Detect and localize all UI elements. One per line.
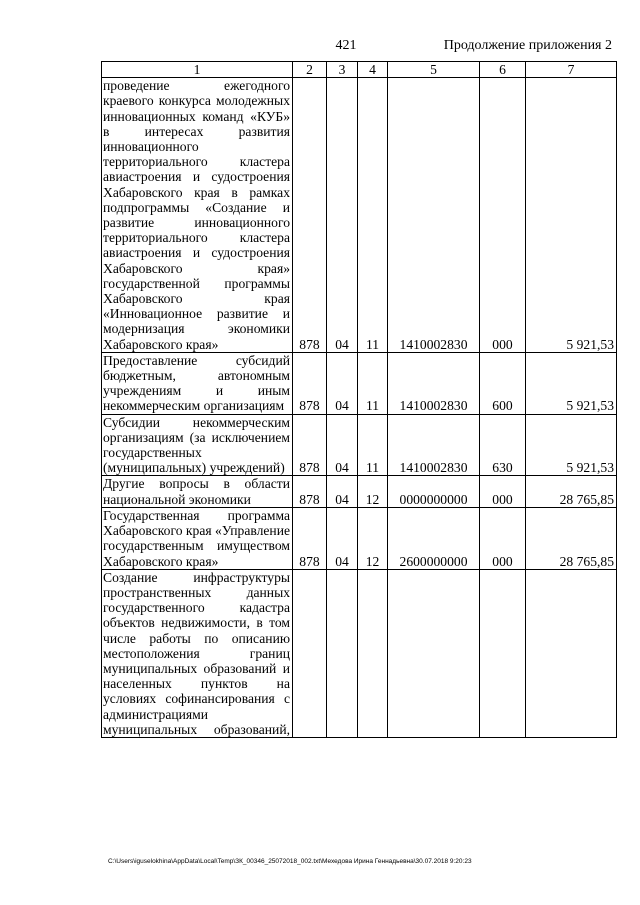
cell-code-2: 878 [293, 507, 327, 569]
row-description: Предоставление субсидий бюджетным, автономным учреждениям и иным некоммерческим организациям [102, 352, 293, 414]
cell-code-2: 878 [293, 352, 327, 414]
cell-amount: 5 921,53 [526, 414, 617, 476]
file-path-footer: C:\Users\iguselokhina\AppData\Local\Temp\ЗК_00346_25072018_002.txt\Мехедова Ирина Геннадьевна\30.07.2018 9:20:23 [108, 858, 472, 865]
cell-code-2: 878 [293, 414, 327, 476]
cell-code-3: 04 [327, 507, 358, 569]
column-header: 2 [293, 62, 327, 78]
column-header: 7 [526, 62, 617, 78]
cell-code-2 [293, 569, 327, 737]
cell-code-4: 11 [358, 78, 388, 353]
page-number: 421 [335, 38, 357, 53]
cell-code-5: 1410002830 [388, 78, 480, 353]
row-description: Государственная программа Хабаровского края «Управление государственным имуществом Хабаровского края» [102, 507, 293, 569]
cell-code-4 [358, 569, 388, 737]
column-header: 4 [358, 62, 388, 78]
cell-amount [526, 569, 617, 737]
cell-code-6: 000 [480, 476, 526, 507]
cell-amount: 5 921,53 [526, 352, 617, 414]
cell-code-3: 04 [327, 352, 358, 414]
column-header: 5 [388, 62, 480, 78]
table-row [102, 476, 617, 507]
cell-amount: 28 765,85 [526, 476, 617, 507]
cell-code-6: 000 [480, 507, 526, 569]
cell-code-4: 11 [358, 352, 388, 414]
table-row [102, 507, 617, 569]
column-header: 6 [480, 62, 526, 78]
row-description: Другие вопросы в области национальной экономики [102, 476, 293, 507]
cell-amount: 5 921,53 [526, 78, 617, 353]
column-header: 1 [102, 62, 293, 78]
cell-code-6 [480, 569, 526, 737]
cell-code-6: 630 [480, 414, 526, 476]
column-header: 3 [327, 62, 358, 78]
cell-code-4: 11 [358, 414, 388, 476]
cell-code-3 [327, 569, 358, 737]
table-row [102, 414, 617, 476]
appendix-continuation-label: Продолжение приложения 2 [443, 38, 612, 53]
row-description: Субсидии некоммерческим организациям (за исключением государственных (муниципальных) учреждений) [102, 414, 293, 476]
cell-code-5: 0000000000 [388, 476, 480, 507]
cell-code-6: 000 [480, 78, 526, 353]
cell-code-4: 12 [358, 476, 388, 507]
cell-code-2: 878 [293, 476, 327, 507]
budget-table [101, 61, 617, 738]
cell-code-5: 1410002830 [388, 414, 480, 476]
table-row [102, 78, 617, 353]
cell-code-3: 04 [327, 476, 358, 507]
cell-code-5 [388, 569, 480, 737]
cell-code-4: 12 [358, 507, 388, 569]
row-description: проведение ежегодного краевого конкурса молодежных инновационных команд «КУБ» в интересах развития инновационного территориального кластера авиастроения и судостроения Хабаровского края в рамках подпрограммы «Создание и развитие инновационного территориального кластера авиастроения и судостроения Хабаровского края» государственной программы Хабаровского края «Инновационное развитие и модернизация экономики Хабаровского края» [102, 78, 293, 353]
table-row [102, 569, 617, 737]
cell-code-5: 2600000000 [388, 507, 480, 569]
table-row [102, 352, 617, 414]
table-header-row [102, 62, 617, 78]
cell-amount: 28 765,85 [526, 507, 617, 569]
row-description: Создание инфраструктуры пространственных данных государственного кадастра объектов недвижимости, в том числе работы по описанию местоположения границ муниципальных образований и населенных пунктов на условиях софинансирования с администрациями муниципальных образований, [102, 569, 293, 737]
cell-code-2: 878 [293, 78, 327, 353]
cell-code-6: 600 [480, 352, 526, 414]
cell-code-5: 1410002830 [388, 352, 480, 414]
cell-code-3: 04 [327, 414, 358, 476]
cell-code-3: 04 [327, 78, 358, 353]
